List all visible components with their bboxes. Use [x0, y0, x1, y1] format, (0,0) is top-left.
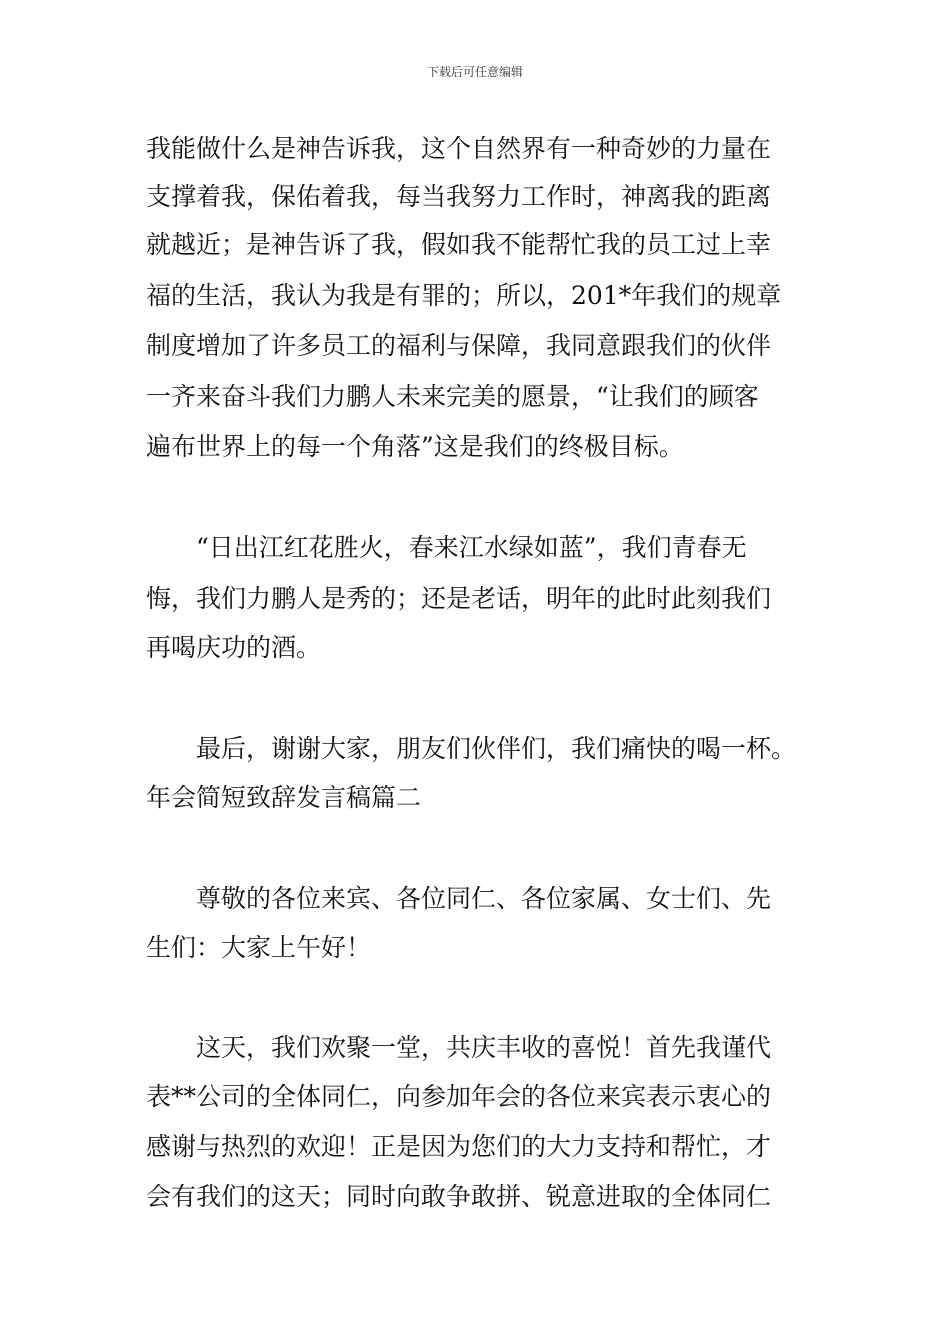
text-line: 生们：大家上午好！ — [146, 933, 372, 962]
text-line: 福的生活，我认为我是有罪的；所以，201*年我们的规章 — [146, 281, 782, 310]
text-line: 制度增加了许多员工的福利与保障，我同意跟我们的伙伴 — [146, 331, 772, 360]
text-line: 一齐来奋斗我们力鹏人未来完美的愿景，“让我们的顾客 — [146, 382, 759, 411]
text-line: “日出江红花胜火，春来江水绿如蓝”，我们青春无 — [146, 533, 747, 562]
text-line: 尊敬的各位来宾、各位同仁、各位家属、女士们、先 — [146, 884, 772, 913]
text-line: 再喝庆功的酒。 — [146, 633, 322, 662]
text-line: 会有我们的这天；同时向敢争敢拼、锐意进取的全体同仁 — [146, 1182, 772, 1211]
text-line: 最后，谢谢大家，朋友们伙伴们，我们痛快的喝一杯。 — [146, 734, 797, 763]
page-header: 下载后可任意编辑 — [426, 65, 523, 79]
text-line: 支撑着我，保佑着我，每当我努力工作时，神离我的距离 — [146, 182, 772, 211]
section-title: 年会简短致辞发言稿篇二 — [146, 783, 422, 812]
text-line: 遍布世界上的每一个角落”这是我们的终极目标。 — [146, 432, 684, 461]
text-line: 悔，我们力鹏人是秀的；还是老话，明年的此时此刻我们 — [146, 584, 772, 613]
text-line: 就越近；是神告诉了我，假如我不能帮忙我的员工过上幸 — [146, 230, 772, 259]
text-line: 我能做什么是神告诉我，这个自然界有一种奇妙的力量在 — [146, 134, 772, 163]
text-line: 感谢与热烈的欢迎！正是因为您们的大力支持和帮忙，才 — [146, 1132, 772, 1161]
text-line: 表**公司的全体同仁，向参加年会的各位来宾表示衷心的 — [146, 1082, 772, 1111]
text-line: 这天，我们欢聚一堂，共庆丰收的喜悦！首先我谨代 — [146, 1033, 772, 1062]
